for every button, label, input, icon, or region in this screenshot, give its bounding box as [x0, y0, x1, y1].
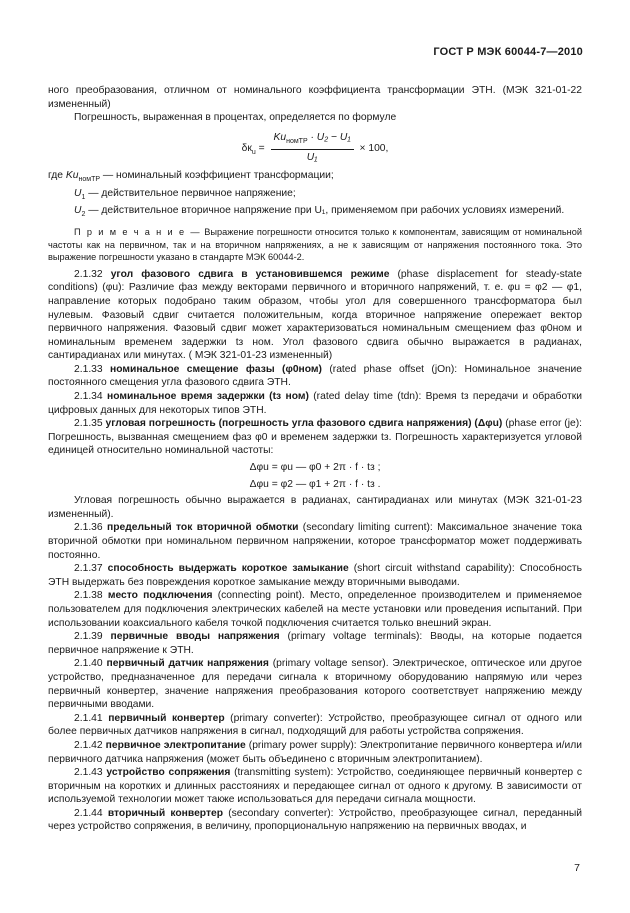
where-line-3: $U_2$ — действительное вторичное напряжение при U₁, применяемом при рабочих условиях измерений.	[74, 205, 565, 219]
note-label: П р и м е ч а н и е —	[74, 226, 202, 237]
formula-tail: × 100,	[359, 142, 389, 154]
page-number: 7	[574, 862, 580, 874]
intro-continuation: ного преобразования, отличном от номинального коэффициента трансформации ЭТН. (МЭК 321-01-22 измененный)	[48, 85, 582, 110]
clause-2-1-42: 2.1.42 первичное электропитание (primary power supply): Электропитание первичного конвертера и/или первичного датчика напряжения (может быть объединено с вторичным электропитанием).	[48, 739, 582, 765]
standard-header: ГОСТ Р МЭК 60044-7—2010	[433, 46, 583, 58]
clause-2-1-32: 2.1.32 угол фазового сдвига в установившемся режиме (phase displacement for steady-state conditions) (φu): Различие фаз между векторами первичного и вторичного напряжений, т. е. φu = φ2 — φ1, направление которых подобрано таким образом, чтобы угол для совершенного трансформатора был нулевым. Фазовый сдвиг считается положительным, когда вторичное напряжение опережает вектор первичного напряжения. Фазовый сдвиг может характеризоваться номинальным смещением фаз φ0ном и номинальным временем задержки tз ном. Угол фазового сдвига обычно выражается в радианах, сантирадианах или минутах. ( МЭК 321-01-23 измененный)	[48, 268, 582, 362]
formula-lead: Погрешность, выраженная в процентах, определяется по формуле	[74, 112, 397, 124]
clause-2-1-35: 2.1.35 угловая погрешность (погрешность угла фазового сдвига напряжения) (Δφu) (phase error (je): Погрешность, вызванная смещением фаз φ0 и временем задержки tз. Погрешность характеризуется угловой единицей относительно номинальной частоты:	[48, 418, 582, 457]
formula-fraction: $\frac{Ku_{номТР} \cdot U_2 - U_1}{\text{U₁}}$	[271, 131, 354, 165]
phase-error-equation-1: Δφu = φu — φ0 + 2π · f · tз ;	[249, 462, 381, 474]
clause-2-1-33: 2.1.33 номинальное смещение фазы (φ0ном) (rated phase offset (jOn): Номинальное значение постоянного смещения угла фазового сдвига ЭТН.	[48, 363, 582, 389]
where-line-2: $U_1$ — действительное первичное напряжение;	[74, 187, 296, 201]
clause-2-1-38: 2.1.38 место подключения (connecting point). Место, определенное производителем и применяемое пользователем для подключения электрических кабелей на месте установки или проведения испытаний. При использовании коаксиального кабеля точкой подключения считается только внешний экран.	[48, 590, 582, 629]
document-body	[48, 84, 582, 834]
clause-2-1-43: 2.1.43 устройство сопряжения (transmitting system): Устройство, соединяющее первичный конвертер с вторичным на коротких и длинных расстояниях и передающее сигнал от одного к другому. В зависимости от используемой технологии может также использоваться для передачи сигнала мощности.	[48, 767, 582, 806]
clause-2-1-40: 2.1.40 первичный датчик напряжения (primary voltage sensor). Электрическое, оптическое или другое устройство, предназначенное для передачи сигнала к вторичному оборудованию напрямую или через первичный конвертер, значение напряжения преобразования которого соответствует напряжению между первичными вводами.	[48, 658, 583, 711]
clause-2-1-39: 2.1.39 первичные вводы напряжения (primary voltage terminals): Вводы, на которые подается первичное напряжение к ЭТН.	[48, 631, 582, 656]
clause-2-1-41: 2.1.41 первичный конвертер (primary converter): Устройство, преобразующее сигнал от одного или более первичных датчиков напряжения в сигнал, подходящий для работы устройства сопряжения.	[48, 712, 582, 738]
clause-2-1-37: 2.1.37 способность выдержать короткое замыкание (short circuit withstand capability): Способность ЭТН выдержать без повреждения короткое замыкание между вторичными выводами.	[48, 563, 582, 588]
formula-lhs: $\delta к_u$	[241, 142, 256, 156]
error-formula: $\delta к_u$ = $\frac{Ku_{номТР} \cdot U_2 - U_1}{\text{U₁}}$ × 100,	[241, 131, 389, 164]
clause-2-1-34: 2.1.34 номинальное время задержки (tз ном) (rated delay time (tdn): Время tз передачи и обработки цифровых данных для некоторых типов ЭТН.	[48, 391, 582, 416]
clause-2-1-36: 2.1.36 предельный ток вторичной обмотки (secondary limiting current): Максимальное значение тока вторичной обмотки при номинальном первичном напряжении, которое трансформатор может поддерживать постоянно.	[48, 522, 582, 561]
clause-2-1-44: 2.1.44 вторичный конвертер (secondary converter): Устройство, преобразующее сигнал, переданный через устройство сопряжения, в величину, пропорциональную напряжению на первичных вводах, и	[48, 807, 583, 833]
where-line-1: где $Ku_{номТР}$ — номинальный коэффициент трансформации;	[48, 170, 334, 184]
phase-error-units: Угловая погрешность обычно выражается в радианах, сантирадианах или минутах (МЭК 321-01-23 измененный).	[48, 495, 582, 520]
note: П р и м е ч а н и е — Выражение погрешности относится только к компонентам, зависящим от номинальной частоты как на первичном, так и на вторичном напряжениях, а не к зависящим от напряжения постоянного тока. Это выражение погрешности указано в стандарте МЭК 60044-2.	[48, 226, 583, 263]
phase-error-equation-2: Δφu = φ2 — φ1 + 2π · f · tз .	[249, 478, 381, 490]
